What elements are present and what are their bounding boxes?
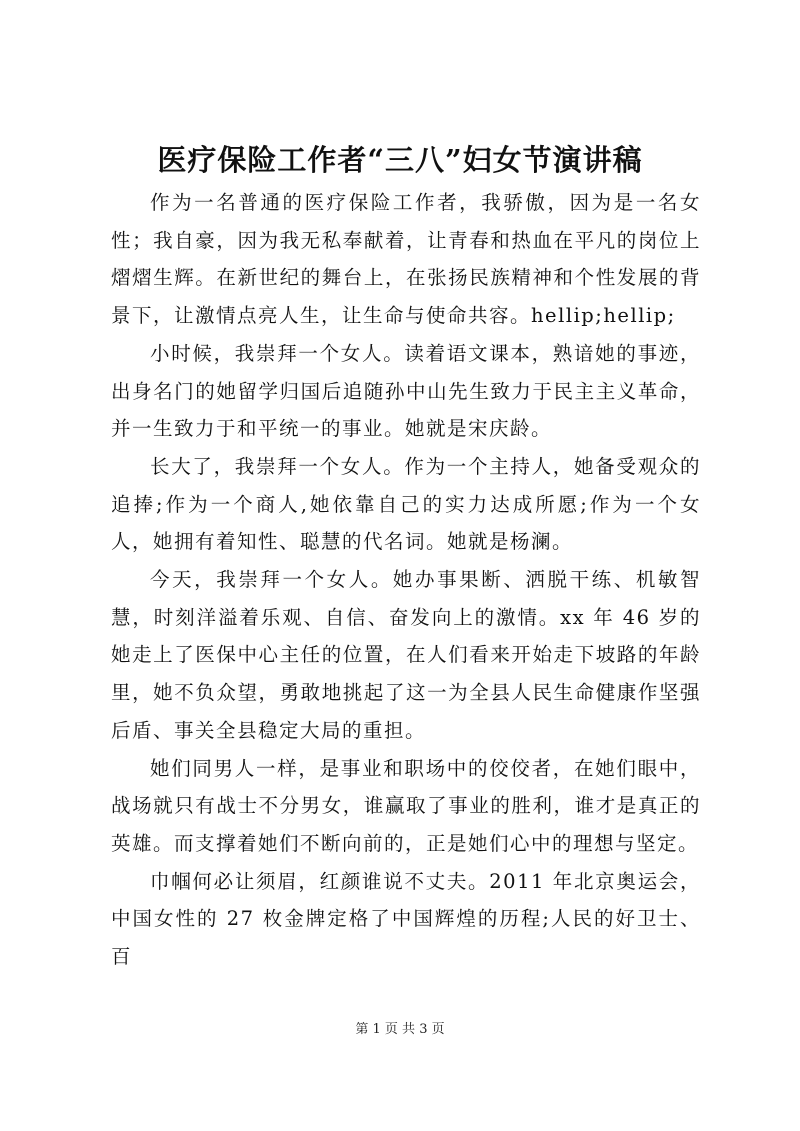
paragraph-3: 长大了，我崇拜一个女人。作为一个主持人，她备受观众的追捧;作为一个商人,她依靠自己的实力达成所愿;作为一个女人，她拥有着知性、聪慧的代名词。她就是杨澜。: [111, 454, 701, 554]
paragraph-4: 今天，我崇拜一个女人。她办事果断、洒脱干练、机敏智慧，时刻洋溢着乐观、自信、奋发向上的激情。xx 年 46 岁的她走上了医保中心主任的位置，在人们看来开始走下坡路的年龄里，她不负众望，勇敢地挑起了这一为全县人民生命健康作坚强后盾、事关全县稳定大局的重担。: [111, 568, 701, 742]
document-body: [111, 184, 701, 976]
page-number-footer: 第 1 页 共 3 页: [355, 1022, 445, 1037]
paragraph-2: 小时候，我崇拜一个女人。读着语文课本，熟谙她的事迹，出身名门的她留学归国后追随孙中山先生致力于民主主义革命，并一生致力于和平统一的事业。她就是宋庆龄。: [111, 341, 701, 441]
document-title: 医疗保险工作者“三八”妇女节演讲稿: [157, 143, 643, 177]
paragraph-6: 巾帼何必让须眉，红颜谁说不丈夫。2011 年北京奥运会，中国女性的 27 枚金牌定格了中国辉煌的历程;人民的好卫士、百: [111, 869, 701, 969]
paragraph-1: 作为一名普通的医疗保险工作者，我骄傲，因为是一名女性；我自豪，因为我无私奉献着，让青春和热血在平凡的岗位上熠熠生辉。在新世纪的舞台上，在张扬民族精神和个性发展的背景下，让激情点亮人生，让生命与使命共容。hellip;hellip;: [111, 191, 701, 328]
paragraph-5: 她们同男人一样，是事业和职场中的佼佼者，在她们眼中，战场就只有战士不分男女，谁赢取了事业的胜利，谁才是真正的英雄。而支撑着她们不断向前的，正是她们心中的理想与坚定。: [111, 756, 701, 855]
